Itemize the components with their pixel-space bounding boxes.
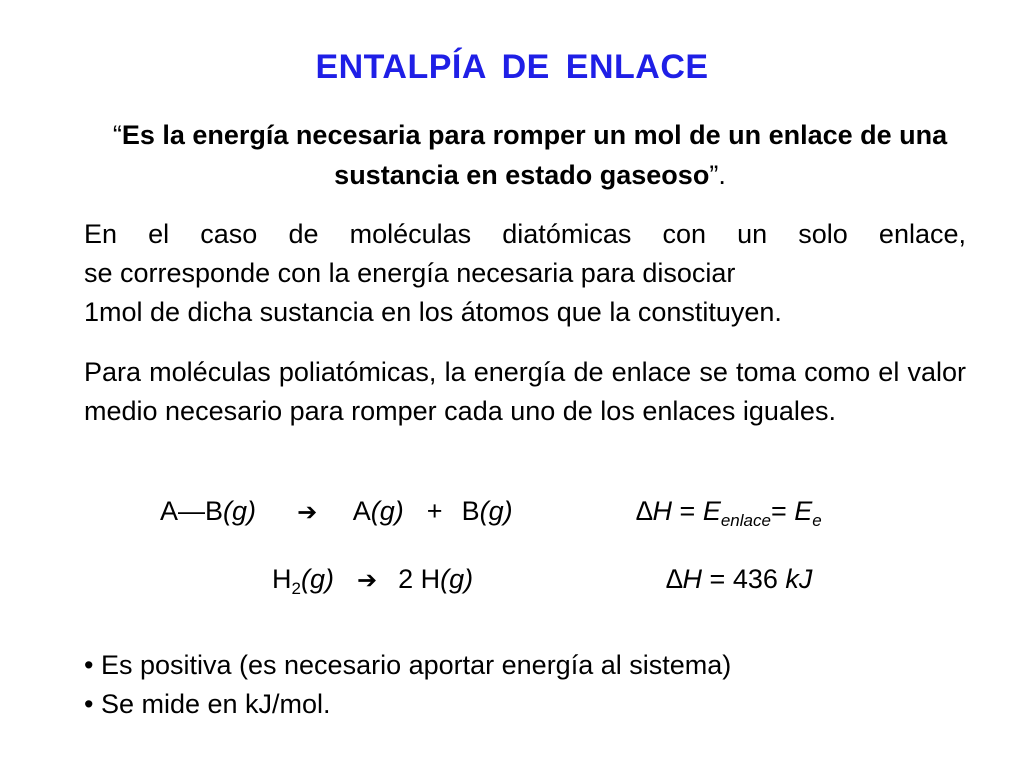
paragraph-diatomic (84, 215, 966, 332)
equation-enthalpy-definition (636, 496, 822, 530)
open-quote: “ (112, 120, 122, 150)
bullet-list (84, 646, 731, 724)
equation-bond-dissociation (160, 496, 513, 527)
eq1-h: H (652, 496, 673, 526)
eq1-equals-2: = (770, 496, 795, 526)
equation-hydrogen-dissociation (272, 564, 474, 598)
equation-hydrogen-enthalpy (666, 564, 812, 595)
slide-title: ENTALPÍA DE ENLACE (315, 48, 709, 86)
eq1-e2: E (794, 496, 813, 526)
paragraph-diatomic-line: En el caso de moléculas diatómicas con un solo enlace, (84, 219, 966, 249)
eq2-value: 436 (732, 564, 786, 594)
eq1-reactant-phase: (g) (223, 496, 257, 526)
definition-text: Es la energía necesaria para romper un mol de un enlace de una sustancia en estado gaseoso (121, 120, 948, 190)
eq2-product-phase: (g) (440, 564, 474, 594)
eq1-reactant: A—B (160, 496, 224, 526)
bullet-item: • Es positiva (es necesario aportar energía al sistema) (84, 650, 732, 680)
paragraph-diatomic-line: 1mol de dicha sustancia en los átomos que la constituyen. (84, 297, 782, 327)
reaction-arrow-icon: ➔ (297, 499, 318, 526)
eq2-h: H (682, 564, 703, 594)
eq1-e2-sub: e (812, 511, 822, 530)
paragraph-diatomic-line: se corresponde con la energía necesaria para disociar (84, 258, 736, 288)
eq2-reactant: H (272, 564, 292, 594)
close-quote: ” (709, 160, 719, 190)
eq1-plus: + (426, 496, 443, 526)
delta-symbol: ∆ (666, 564, 683, 594)
eq2-reactant-phase: (g) (300, 564, 334, 594)
delta-symbol: ∆ (636, 496, 653, 526)
eq2-reactant-sub: 2 (291, 579, 301, 598)
reaction-arrow-icon: ➔ (357, 567, 378, 594)
definition-period: . (718, 160, 726, 190)
paragraph-polyatomic: Para moléculas poliatómicas, la energía de enlace se toma como el valor medio necesario para romper cada uno de los enlaces iguales. (84, 357, 966, 426)
eq1-product2: B (461, 496, 480, 526)
eq1-product2-phase: (g) (479, 496, 513, 526)
eq1-product1: A (352, 496, 371, 526)
eq1-equals: = (672, 496, 703, 526)
eq1-e-sub-enlace: enlace (720, 511, 771, 530)
bullet-item: • Se mide en kJ/mol. (84, 689, 331, 719)
eq2-equals: = (702, 564, 733, 594)
eq2-unit: kJ (785, 564, 813, 594)
eq1-e: E (702, 496, 721, 526)
eq2-product: 2 H (398, 564, 441, 594)
eq1-product1-phase: (g) (370, 496, 404, 526)
definition-quote (90, 115, 970, 195)
